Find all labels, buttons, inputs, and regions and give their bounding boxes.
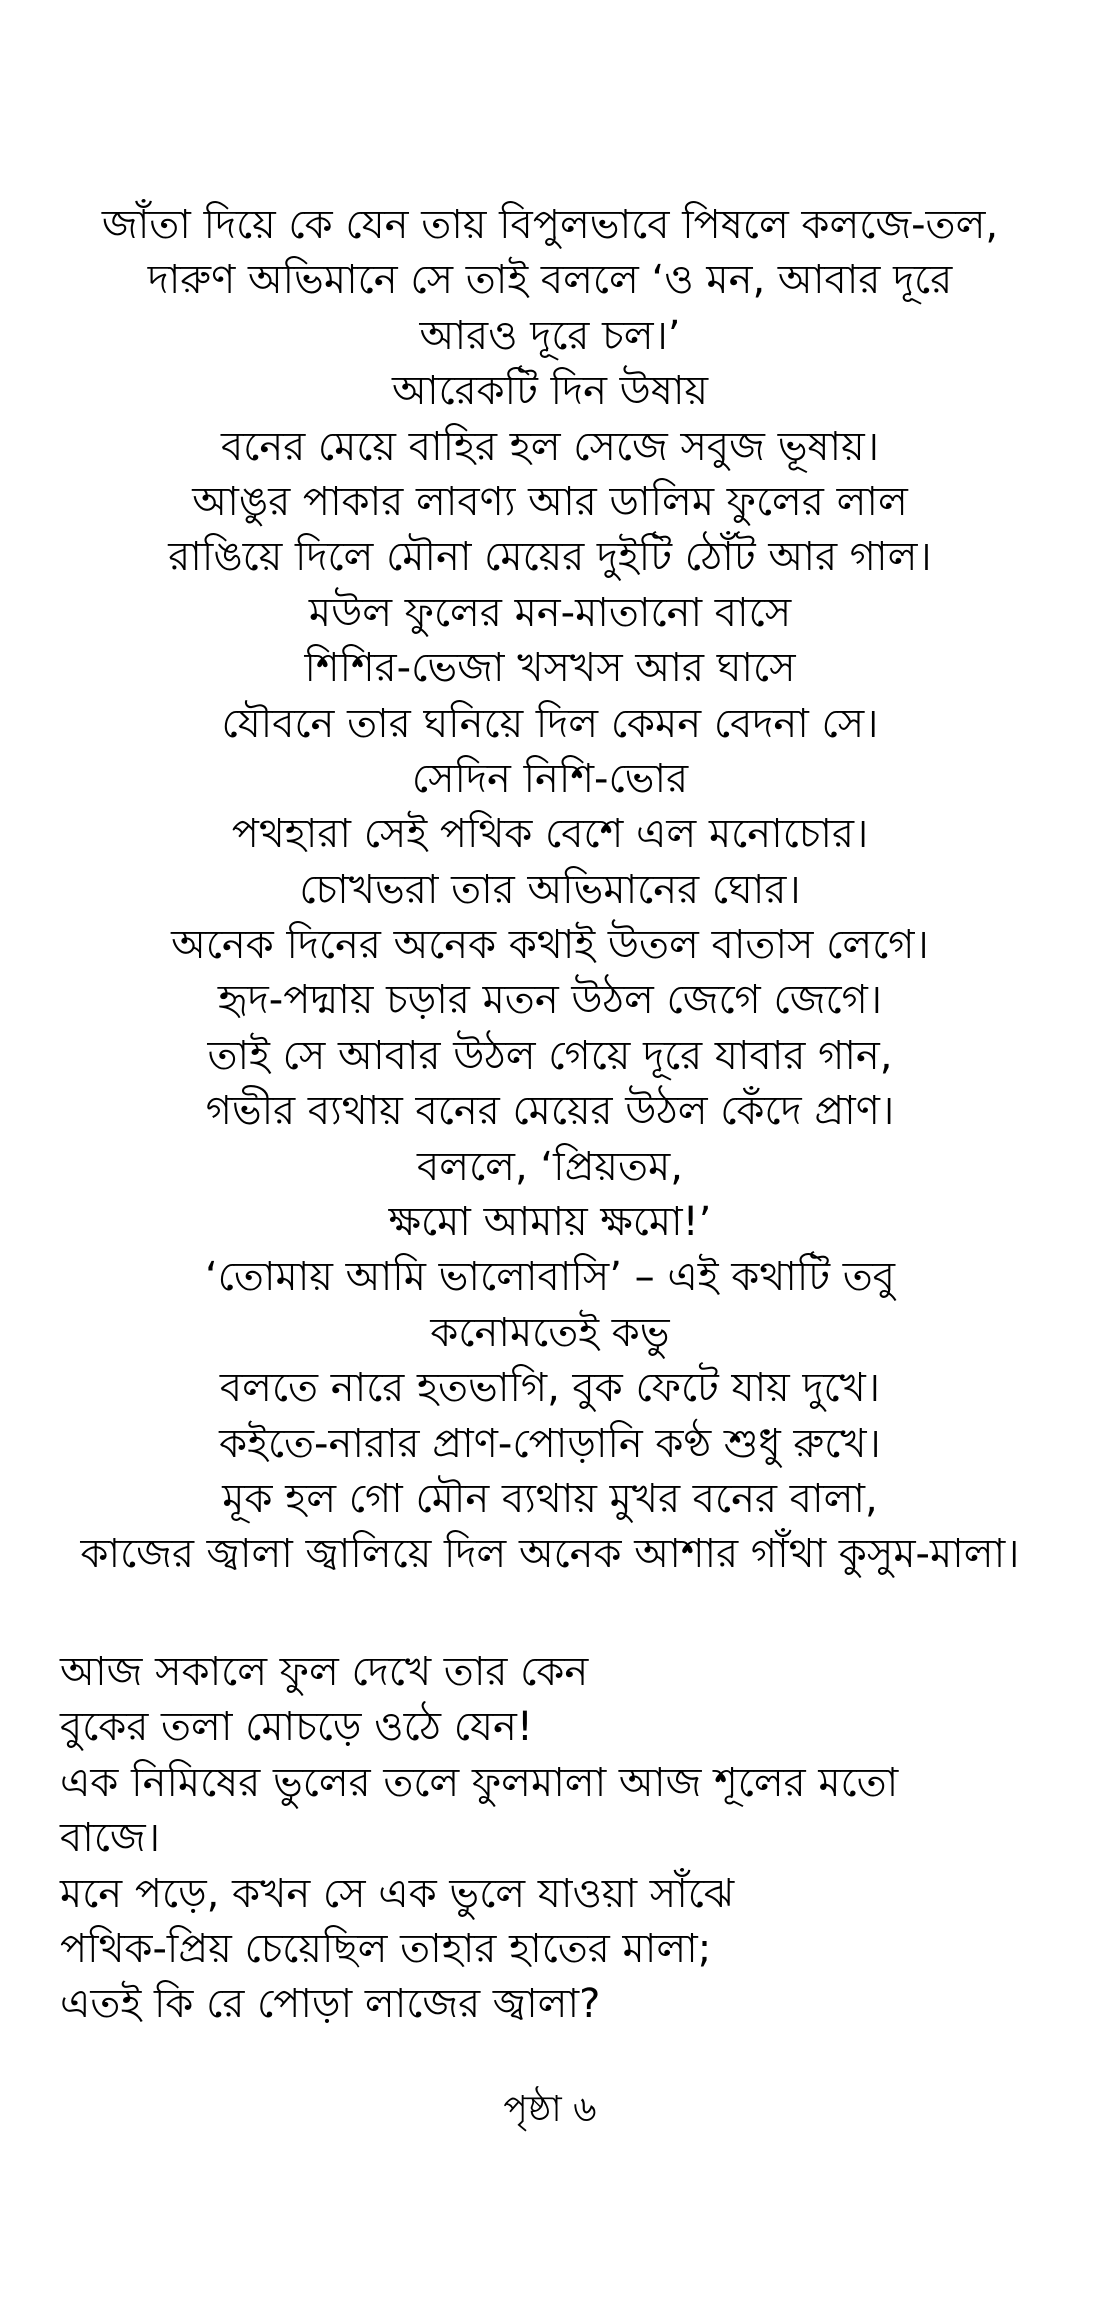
poem-line: সেদিন নিশি-ভোর bbox=[411, 755, 689, 802]
poem-line: গভীর ব্যথায় বনের মেয়ের উঠল কেঁদে প্রাণ। bbox=[205, 1088, 895, 1135]
poem-line: কাজের জ্বালা জ্বালিয়ে দিল অনেক আশার গাঁথা কুসুম-মালা। bbox=[80, 1531, 1020, 1578]
poem-line: জাঁতা দিয়ে কে যেন তায় বিপুলভাবে পিষলে কলজে-তল, bbox=[101, 202, 999, 248]
poem-line: আঙুর পাকার লাবণ্য আর ডালিম ফুলের লাল bbox=[192, 478, 908, 525]
poem-line: আজ সকালে ফুল দেখে তার কেন bbox=[60, 1649, 589, 1695]
poem-line: শিশির-ভেজা খসখস আর ঘাসে bbox=[304, 645, 796, 692]
poem-line: মউল ফুলের মন-মাতানো বাসে bbox=[308, 589, 792, 636]
poem-stanza-centered bbox=[40, 198, 1060, 1583]
poem-line: বাজে। bbox=[60, 1815, 161, 1862]
poem-line: হৃদ-পদ্মায় চড়ার মতন উঠল জেগে জেগে। bbox=[217, 977, 883, 1024]
poem-stanza-left bbox=[60, 1645, 1060, 2033]
poem-line: ক্ষমো আমায় ক্ষমো!’ bbox=[388, 1199, 712, 1246]
page-number: পৃষ্ঠা ৬ bbox=[503, 2089, 597, 2130]
poem-line: বুকের তলা মোচড়ে ওঠে যেন! bbox=[60, 1704, 533, 1751]
poem-line: আরও দূরে চল।’ bbox=[419, 312, 681, 359]
poem-line: দারুণ অভিমানে সে তাই বললে ‘ও মন, আবার দূরে bbox=[147, 257, 953, 304]
poem-line: পথহারা সেই পথিক বেশে এল মনোচোর। bbox=[231, 811, 869, 858]
poem-line: এতই কি রে পোড়া লাজের জ্বালা? bbox=[60, 1981, 601, 2028]
poem-line: ‘তোমায় আমি ভালোবাসি’ – এই কথাটি তবু bbox=[204, 1254, 896, 1301]
poem-line: রাঙিয়ে দিলে মৌনা মেয়ের দুইটি ঠোঁট আর গাল। bbox=[168, 534, 932, 581]
poem-line: যৌবনে তার ঘনিয়ে দিল কেমন বেদনা সে। bbox=[221, 700, 879, 747]
poem-line: তাই সে আবার উঠল গেয়ে দূরে যাবার গান, bbox=[207, 1032, 893, 1079]
poem-line: চোখভরা তার অভিমানের ঘোর। bbox=[299, 866, 801, 913]
poem-line: মনে পড়ে, কখন সে এক ভুলে যাওয়া সাঁঝে bbox=[60, 1870, 735, 1917]
poem-line: অনেক দিনের অনেক কথাই উতল বাতাস লেগে। bbox=[171, 922, 929, 969]
poem-line: বলতে নারে হতভাগি, বুক ফেটে যায় দুখে। bbox=[219, 1365, 881, 1412]
poem-line: কনোমতেই কভু bbox=[430, 1309, 670, 1356]
poem-line: এক নিমিষের ভুলের তলে ফুলমালা আজ শূলের মতো bbox=[60, 1759, 899, 1806]
poem-line: কইতে-নারার প্রাণ-পোড়ানি কণ্ঠ শুধু রুখে। bbox=[219, 1420, 881, 1467]
poem-line: বনের মেয়ে বাহির হল সেজে সবুজ ভূষায়। bbox=[220, 423, 880, 470]
poem-line: পথিক-প্রিয় চেয়েছিল তাহার হাতের মালা; bbox=[60, 1925, 712, 1972]
poem-line: মূক হল গো মৌন ব্যথায় মুখর বনের বালা, bbox=[222, 1475, 878, 1522]
poem-line: বললে, ‘প্রিয়তম, bbox=[417, 1143, 683, 1190]
poem-line: আরেকটি দিন উষায় bbox=[391, 368, 709, 415]
